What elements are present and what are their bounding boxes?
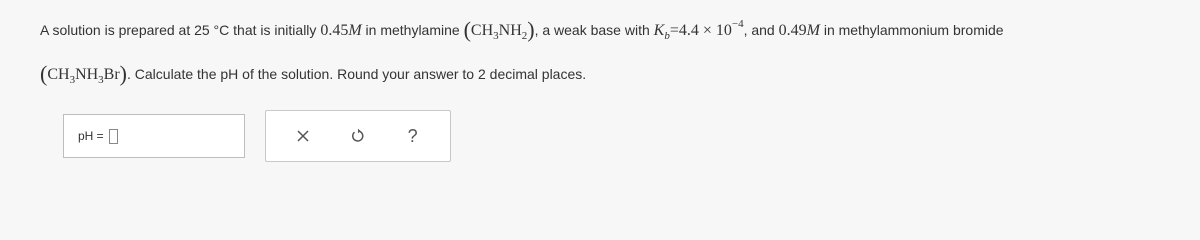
formula-part: Br [103, 66, 120, 83]
x-icon [296, 129, 310, 143]
ph-label: pH = [78, 129, 104, 143]
text-segment: in methylammonium bromide [819, 22, 1004, 38]
methylamine-formula [470, 22, 528, 42]
subscript: 3 [69, 74, 76, 86]
kb-expression [653, 18, 744, 42]
number: 0.45 [320, 22, 349, 39]
undo-icon [350, 128, 366, 144]
text-segment: , a weak base with [534, 22, 654, 38]
formula-close-paren: ) [527, 17, 535, 42]
molar-unit: M [806, 22, 820, 39]
question-mark-icon: ? [407, 125, 418, 146]
answer-box [63, 114, 245, 158]
formula-close-paren: ) [119, 61, 127, 86]
help-button[interactable] [398, 121, 428, 151]
subscript: b [664, 30, 670, 42]
text-segment: . Calculate the pH of the solution. Round your answer to 2 decimal places. [127, 66, 587, 82]
subscript: 3 [493, 30, 499, 42]
problem-text [40, 8, 1190, 96]
clear-button[interactable] [288, 121, 318, 151]
answer-toolbar [265, 110, 451, 162]
methylammonium-bromide-formula [47, 66, 120, 86]
text-segment: , and [743, 22, 779, 38]
formula-open-paren: ( [40, 61, 48, 86]
molar-unit: M [348, 22, 362, 39]
text-segment: A solution is prepared at 25 °C that is initially [40, 22, 321, 38]
subscript: 3 [98, 74, 104, 86]
text-segment: in methylamine [361, 22, 464, 38]
formula-part: CH [47, 66, 70, 83]
salt-concentration [779, 22, 820, 39]
formula-part: NH [498, 22, 522, 39]
k-symbol: K [653, 22, 665, 39]
problem-line-2 [40, 52, 1190, 96]
methylamine-concentration [320, 22, 361, 39]
formula-part: NH [75, 66, 99, 83]
number: 0.49 [778, 22, 807, 39]
formula-open-paren: ( [463, 17, 471, 42]
exponent: −4 [731, 18, 744, 30]
problem-line-1 [40, 8, 1190, 52]
undo-button[interactable] [343, 121, 373, 151]
kb-value: =4.4 × 10 [669, 22, 732, 39]
formula-part: CH [470, 22, 494, 39]
ph-answer-input[interactable] [109, 129, 118, 144]
subscript: 2 [521, 30, 528, 42]
